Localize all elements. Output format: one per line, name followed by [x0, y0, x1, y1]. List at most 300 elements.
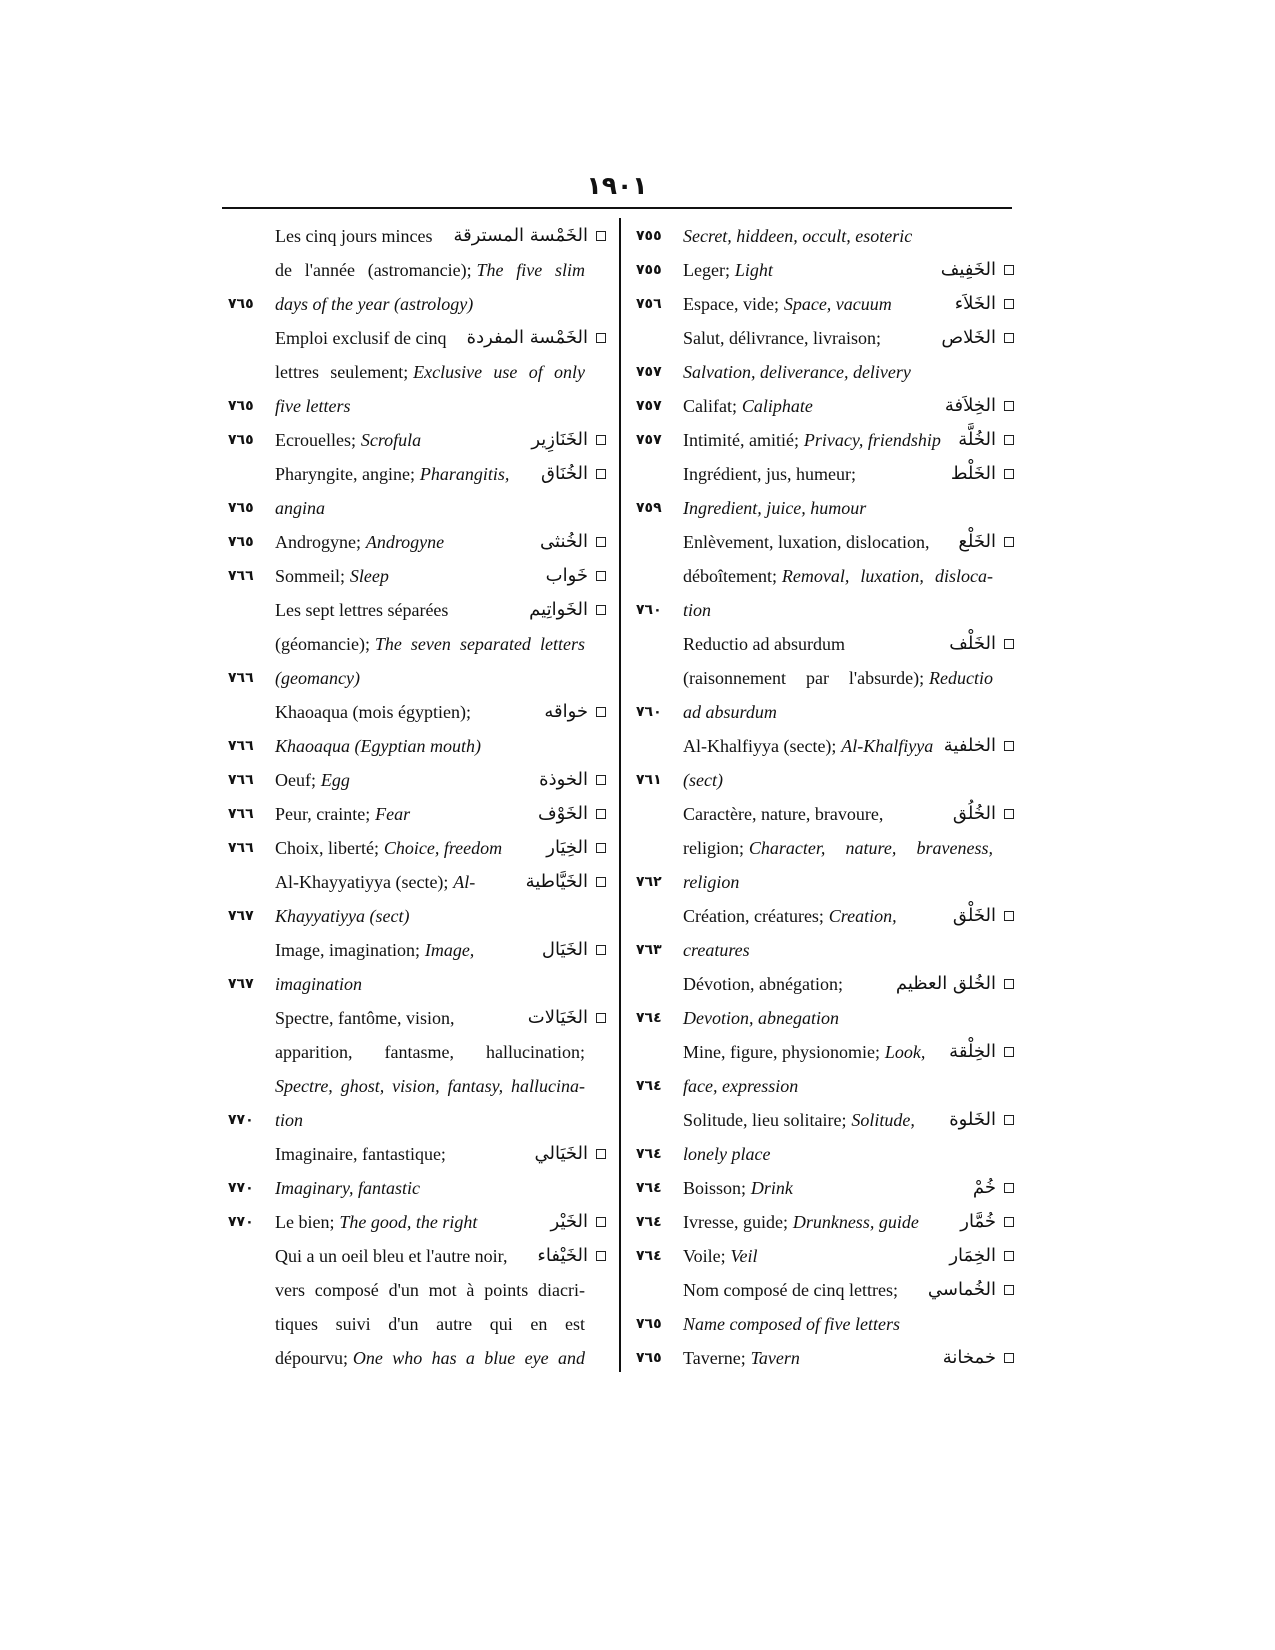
gloss	[683, 1245, 943, 1267]
gloss-english: tion	[683, 600, 712, 620]
entry-line	[222, 321, 606, 355]
entry-line	[630, 1001, 1014, 1035]
page-reference: ٧٧٠	[228, 1112, 254, 1128]
gloss-english: Character, nature, braveness,	[748, 838, 993, 858]
gloss-english: angina	[275, 498, 326, 518]
gloss	[275, 327, 461, 349]
page-reference: ٧٥٩	[636, 500, 662, 516]
headword	[540, 531, 606, 553]
gloss-english: (sect)	[683, 770, 723, 790]
gloss-english: tion	[275, 1110, 304, 1130]
page-reference: ٧٥٧	[636, 398, 662, 414]
gloss-english: ad absurdum	[683, 702, 777, 722]
gloss-english: Drink	[750, 1178, 793, 1198]
gloss-french: Al-Khalfiyya (secte);	[683, 736, 837, 756]
entry-line	[630, 763, 1014, 797]
gloss-french: vers composé d'un mot à points diacri-	[275, 1280, 585, 1300]
gloss-french: Les cinq jours minces	[275, 226, 433, 246]
page-reference: ٧٦٢	[636, 874, 662, 890]
gloss-english: Salvation, deliverance, delivery	[683, 362, 911, 382]
gloss	[683, 633, 943, 655]
entry-line	[222, 219, 606, 253]
headword-arabic: الخِلاَفة	[944, 395, 996, 416]
headword	[537, 1245, 606, 1267]
gloss-english: Image,	[424, 940, 475, 960]
page-reference: ٧٦٤	[636, 1180, 662, 1196]
page-reference: ٧٥٧	[636, 432, 662, 448]
headword	[943, 1347, 1014, 1369]
entry-marker-icon	[1004, 299, 1014, 309]
headword-arabic: الخِلْقة	[949, 1041, 996, 1062]
entry-marker-icon	[596, 537, 606, 547]
entry-marker-icon	[596, 333, 606, 343]
entry-line	[630, 1137, 1014, 1171]
entry-line	[630, 729, 1014, 763]
gloss	[275, 803, 532, 825]
page-reference: ٧٧٠	[228, 1180, 254, 1196]
gloss	[275, 497, 606, 519]
gloss-french: Pharyngite, angine;	[275, 464, 415, 484]
gloss	[275, 1177, 606, 1199]
headword-arabic: الخَلْط	[950, 463, 996, 484]
gloss-french: Androgyne;	[275, 532, 361, 552]
gloss-french: Ivresse, guide;	[683, 1212, 788, 1232]
entry-line	[222, 559, 606, 593]
headword-arabic: الخَيْر	[550, 1211, 588, 1232]
headword	[953, 803, 1014, 825]
gloss	[275, 1075, 606, 1097]
gloss	[275, 1279, 606, 1301]
gloss	[683, 293, 949, 315]
page-reference: ٧٦٦	[228, 670, 254, 686]
entry-line	[222, 355, 606, 389]
entry-line	[222, 253, 606, 287]
column-right	[630, 219, 1014, 1375]
gloss-english: Name composed of five letters	[683, 1314, 900, 1334]
page-reference: ٧٦٥	[636, 1350, 662, 1366]
page-reference: ٧٦٦	[228, 772, 254, 788]
page-reference: ٧٦٠	[636, 602, 662, 618]
headword-arabic: الخلفية	[943, 735, 996, 756]
headword	[544, 701, 606, 723]
gloss-french: (raisonnement par l'absurde);	[683, 668, 925, 688]
headword	[546, 565, 606, 587]
gloss	[275, 939, 536, 961]
page-reference: ٧٥٥	[636, 262, 662, 278]
entry-marker-icon	[1004, 639, 1014, 649]
headword-arabic: الخُلُق	[952, 803, 996, 824]
gloss-english: Privacy, friendship	[803, 430, 941, 450]
entry-line	[222, 967, 606, 1001]
gloss	[683, 1313, 1014, 1335]
gloss-french: dépourvu;	[275, 1348, 348, 1368]
gloss	[683, 1075, 1014, 1097]
headword-arabic: الخَوْف	[537, 803, 588, 824]
entry-marker-icon	[596, 945, 606, 955]
entry-line	[222, 1205, 606, 1239]
gloss	[683, 1109, 943, 1131]
headword-arabic: الخِيَار	[546, 837, 588, 858]
entry-line	[222, 933, 606, 967]
entry-line	[222, 389, 606, 423]
headword-arabic: خَواب	[545, 565, 588, 586]
gloss-french: déboîtement;	[683, 566, 777, 586]
gloss-english: Solitude,	[851, 1110, 915, 1130]
entry-line	[222, 627, 606, 661]
headword	[958, 429, 1014, 451]
gloss	[275, 1245, 531, 1267]
headword-arabic: الخَيَال	[541, 939, 588, 960]
headword-arabic: الخَمْسة المسترقة	[453, 225, 588, 246]
gloss-french: Création, créatures;	[683, 906, 824, 926]
entry-line	[630, 287, 1014, 321]
page-reference: ٧٦٤	[636, 1146, 662, 1162]
gloss-french: apparition, fantasme, hallucination;	[275, 1042, 585, 1062]
gloss	[683, 531, 952, 553]
gloss-english: Egg	[320, 770, 350, 790]
headword	[539, 769, 606, 791]
entry-line	[630, 457, 1014, 491]
gloss-french: Spectre, fantôme, vision,	[275, 1008, 455, 1028]
gloss-french: Voile;	[683, 1246, 726, 1266]
gloss	[275, 1211, 545, 1233]
entry-line	[630, 865, 1014, 899]
gloss-english: Exclusive use of only	[413, 362, 585, 382]
gloss-english: The five slim	[476, 260, 585, 280]
entry-line	[222, 695, 606, 729]
headword-arabic: خواقه	[544, 701, 588, 722]
page-reference: ٧٦٧	[228, 908, 254, 924]
gloss-french: Khaoaqua (mois égyptien);	[275, 702, 471, 722]
gloss	[683, 701, 1014, 723]
gloss-english: Al-Khalfiyya	[841, 736, 934, 756]
entry-line	[222, 491, 606, 525]
headword	[453, 225, 606, 247]
gloss	[683, 905, 947, 927]
gloss-english: Devotion, abnegation	[683, 1008, 839, 1028]
gloss	[683, 497, 1014, 519]
gloss	[275, 395, 606, 417]
page-reference: ٧٦٥	[228, 432, 254, 448]
headword	[941, 259, 1014, 281]
gloss-english: Secret, hiddeen, occult, esoteric	[683, 226, 913, 246]
headword	[960, 1211, 1014, 1233]
entry-line	[222, 1307, 606, 1341]
entry-marker-icon	[596, 1013, 606, 1023]
entry-line	[630, 593, 1014, 627]
gloss-english: Veil	[730, 1246, 758, 1266]
gloss	[683, 463, 945, 485]
page-reference: ٧٦٧	[228, 976, 254, 992]
entry-marker-icon	[1004, 1217, 1014, 1227]
entry-marker-icon	[1004, 401, 1014, 411]
entry-line	[222, 593, 606, 627]
headword	[534, 1143, 606, 1165]
entry-line	[222, 1069, 606, 1103]
entry-marker-icon	[1004, 537, 1014, 547]
page-reference: ٧٧٠	[228, 1214, 254, 1230]
page-reference: ٧٦٦	[228, 738, 254, 754]
gloss-french: (géomancie);	[275, 634, 370, 654]
entry-line	[222, 729, 606, 763]
headword	[546, 837, 606, 859]
headword	[958, 531, 1014, 553]
headword-arabic: الخُنثى	[540, 531, 588, 552]
headword	[538, 803, 606, 825]
entry-marker-icon	[1004, 1183, 1014, 1193]
gloss	[275, 735, 606, 757]
gloss-french: Taverne;	[683, 1348, 746, 1368]
gloss	[683, 361, 1014, 383]
gloss	[275, 1007, 522, 1029]
entry-marker-icon	[596, 1217, 606, 1227]
gloss	[683, 837, 1014, 859]
header-rule	[222, 207, 1012, 209]
gloss	[683, 395, 939, 417]
gloss	[275, 701, 538, 723]
gloss-english: five letters	[275, 396, 351, 416]
entry-marker-icon	[596, 231, 606, 241]
headword-arabic: الخَلاص	[941, 327, 996, 348]
headword-arabic: خُمْ	[972, 1177, 996, 1198]
gloss	[683, 939, 1014, 961]
headword-arabic: خمخانة	[942, 1347, 996, 1368]
entry-line	[630, 695, 1014, 729]
gloss	[683, 735, 938, 757]
gloss	[683, 259, 935, 281]
headword	[949, 1041, 1014, 1063]
headword	[949, 1245, 1014, 1267]
gloss	[275, 973, 606, 995]
entry-marker-icon	[596, 605, 606, 615]
entry-line	[630, 831, 1014, 865]
entry-line	[630, 1035, 1014, 1069]
gloss	[683, 667, 1014, 689]
entry-marker-icon	[596, 843, 606, 853]
gloss-french: Espace, vide;	[683, 294, 779, 314]
page-reference: ٧٦٤	[636, 1248, 662, 1264]
entry-line	[630, 355, 1014, 389]
gloss-english: Fear	[375, 804, 411, 824]
gloss	[275, 1347, 606, 1369]
entry-line	[630, 1069, 1014, 1103]
entry-marker-icon	[596, 775, 606, 785]
gloss-english: Removal, luxation, disloca-	[781, 566, 993, 586]
gloss-french: Al-Khayyatiyya (secte);	[275, 872, 449, 892]
gloss-french: Reductio ad absurdum	[683, 634, 845, 654]
entry-line	[630, 321, 1014, 355]
page-reference: ٧٦٥	[228, 296, 254, 312]
gloss-english: days of the year (astrology)	[275, 294, 474, 314]
headword-arabic: خُمَّار	[960, 1211, 996, 1232]
headword-arabic: الخَيَالات	[527, 1007, 588, 1028]
entry-line	[630, 389, 1014, 423]
entry-line	[630, 1171, 1014, 1205]
gloss-french: Sommeil;	[275, 566, 346, 586]
entry-line	[630, 967, 1014, 1001]
entry-line	[222, 1273, 606, 1307]
page-reference: ٧٥٧	[636, 364, 662, 380]
gloss	[275, 905, 606, 927]
gloss-french: religion;	[683, 838, 744, 858]
entry-line	[222, 525, 606, 559]
gloss-french: Enlèvement, luxation, dislocation,	[683, 532, 930, 552]
headword	[542, 939, 606, 961]
gloss-english: religion	[683, 872, 740, 892]
page-reference: ٧٦٤	[636, 1214, 662, 1230]
gloss-french: de l'année (astromancie);	[275, 260, 472, 280]
gloss	[275, 1313, 606, 1335]
headword	[949, 633, 1014, 655]
gloss-french: Mine, figure, physionomie;	[683, 1042, 880, 1062]
entry-line	[630, 219, 1014, 253]
page-reference: ٧٦٦	[228, 806, 254, 822]
gloss-french: Solitude, lieu solitaire;	[683, 1110, 847, 1130]
gloss-french: Choix, liberté;	[275, 838, 379, 858]
entry-line	[222, 1341, 606, 1375]
headword-arabic: الخَيَّاطية	[525, 871, 588, 892]
gloss-french: Image, imagination;	[275, 940, 420, 960]
entry-line	[630, 1103, 1014, 1137]
entry-line	[630, 559, 1014, 593]
headword	[928, 1279, 1014, 1301]
gloss	[275, 565, 540, 587]
headword-arabic: الخَيْفاء	[537, 1245, 588, 1266]
gloss	[275, 667, 606, 689]
page-reference: ٧٦٤	[636, 1010, 662, 1026]
entry-line	[222, 287, 606, 321]
gloss-english: face, expression	[683, 1076, 799, 1096]
entry-marker-icon	[596, 435, 606, 445]
entry-marker-icon	[1004, 435, 1014, 445]
headword-arabic: الخَنَازِير	[531, 429, 588, 450]
gloss-english: Light	[734, 260, 773, 280]
entry-line	[222, 899, 606, 933]
entry-line	[630, 661, 1014, 695]
headword	[953, 905, 1014, 927]
gloss-french: Oeuf;	[275, 770, 316, 790]
headword	[951, 463, 1014, 485]
page-reference: ٧٦٦	[228, 840, 254, 856]
entry-line	[222, 865, 606, 899]
entry-marker-icon	[1004, 1353, 1014, 1363]
entry-marker-icon	[596, 707, 606, 717]
gloss-french: Dévotion, abnégation;	[683, 974, 843, 994]
entry-marker-icon	[1004, 1047, 1014, 1057]
headword-arabic: الخَيَالي	[534, 1143, 588, 1164]
gloss-english: The good, the right	[339, 1212, 478, 1232]
gloss-english: creatures	[683, 940, 750, 960]
gloss	[275, 429, 525, 451]
gloss	[683, 327, 935, 349]
entry-line	[222, 1001, 606, 1035]
page-number: ١٩٠١	[586, 171, 648, 200]
gloss-french: Intimité, amitié;	[683, 430, 799, 450]
headword	[526, 871, 606, 893]
headword-arabic: الخَلْق	[952, 905, 996, 926]
gloss	[275, 1143, 528, 1165]
entry-marker-icon	[596, 469, 606, 479]
gloss-french: Leger;	[683, 260, 730, 280]
entry-line	[630, 797, 1014, 831]
entry-line	[222, 831, 606, 865]
gloss	[683, 973, 890, 995]
gloss-french: Boisson;	[683, 1178, 747, 1198]
gloss-english: Creation,	[828, 906, 897, 926]
headword	[541, 463, 606, 485]
entry-line	[630, 525, 1014, 559]
gloss-english: Sleep	[349, 566, 389, 586]
headword-arabic: الخَلاَء	[954, 293, 996, 314]
headword-arabic: الخَواتِيم	[529, 599, 588, 620]
gloss	[275, 361, 606, 383]
column-left	[222, 219, 606, 1375]
gloss-english: Al-	[453, 872, 476, 892]
gloss-english: Caliphate	[741, 396, 813, 416]
gloss-english: Look,	[884, 1042, 926, 1062]
entry-marker-icon	[596, 1251, 606, 1261]
entry-line	[630, 933, 1014, 967]
gloss	[683, 1007, 1014, 1029]
page-reference: ٧٦٥	[228, 500, 254, 516]
entry-line	[222, 1103, 606, 1137]
headword	[949, 1109, 1014, 1131]
gloss-french: Ingrédient, jus, humeur;	[683, 464, 856, 484]
page-reference: ٧٥٥	[636, 228, 662, 244]
entry-marker-icon	[1004, 469, 1014, 479]
headword-arabic: الخَلْف	[949, 633, 996, 654]
gloss	[275, 1041, 606, 1063]
gloss-english: lonely place	[683, 1144, 771, 1164]
gloss	[683, 769, 1014, 791]
gloss-english: Khayyatiyya (sect)	[275, 906, 410, 926]
entry-line	[630, 1307, 1014, 1341]
page-reference: ٧٥٦	[636, 296, 662, 312]
entry-line	[222, 763, 606, 797]
headword	[551, 1211, 606, 1233]
entry-line	[630, 1341, 1014, 1375]
headword-arabic: الخوذة	[539, 769, 588, 790]
gloss	[275, 259, 606, 281]
gloss-english: Ingredient, juice, humour	[683, 498, 867, 518]
entry-marker-icon	[1004, 265, 1014, 275]
gloss-english: The seven separated letters	[374, 634, 585, 654]
gloss	[275, 531, 534, 553]
entry-line	[630, 253, 1014, 287]
gloss-english: Spectre, ghost, vision, fantasy, hallucina-	[275, 1076, 585, 1096]
headword-arabic: الخَمْسة المفردة	[466, 327, 588, 348]
gloss-english: Space, vacuum	[783, 294, 892, 314]
gloss	[275, 871, 520, 893]
gloss-english: Khaoaqua (Egyptian mouth)	[275, 736, 481, 756]
gloss-french: Califat;	[683, 396, 737, 416]
gloss	[275, 1109, 606, 1131]
gloss-french: tiques suivi d'un autre qui en est	[275, 1314, 585, 1334]
gloss-french: Ecrouelles;	[275, 430, 356, 450]
gloss-english: Imaginary, fantastic	[275, 1178, 420, 1198]
gloss-english: Drunkness, guide	[792, 1212, 919, 1232]
gloss-english: Reductio	[929, 668, 993, 688]
gloss	[683, 599, 1014, 621]
entry-line	[222, 797, 606, 831]
entry-line	[630, 899, 1014, 933]
gloss-french: lettres seulement;	[275, 362, 409, 382]
page-reference: ٧٦٥	[228, 534, 254, 550]
gloss-french: Emploi exclusif de cinq	[275, 328, 447, 348]
entry-line	[222, 1137, 606, 1171]
entry-marker-icon	[596, 571, 606, 581]
headword	[529, 599, 606, 621]
